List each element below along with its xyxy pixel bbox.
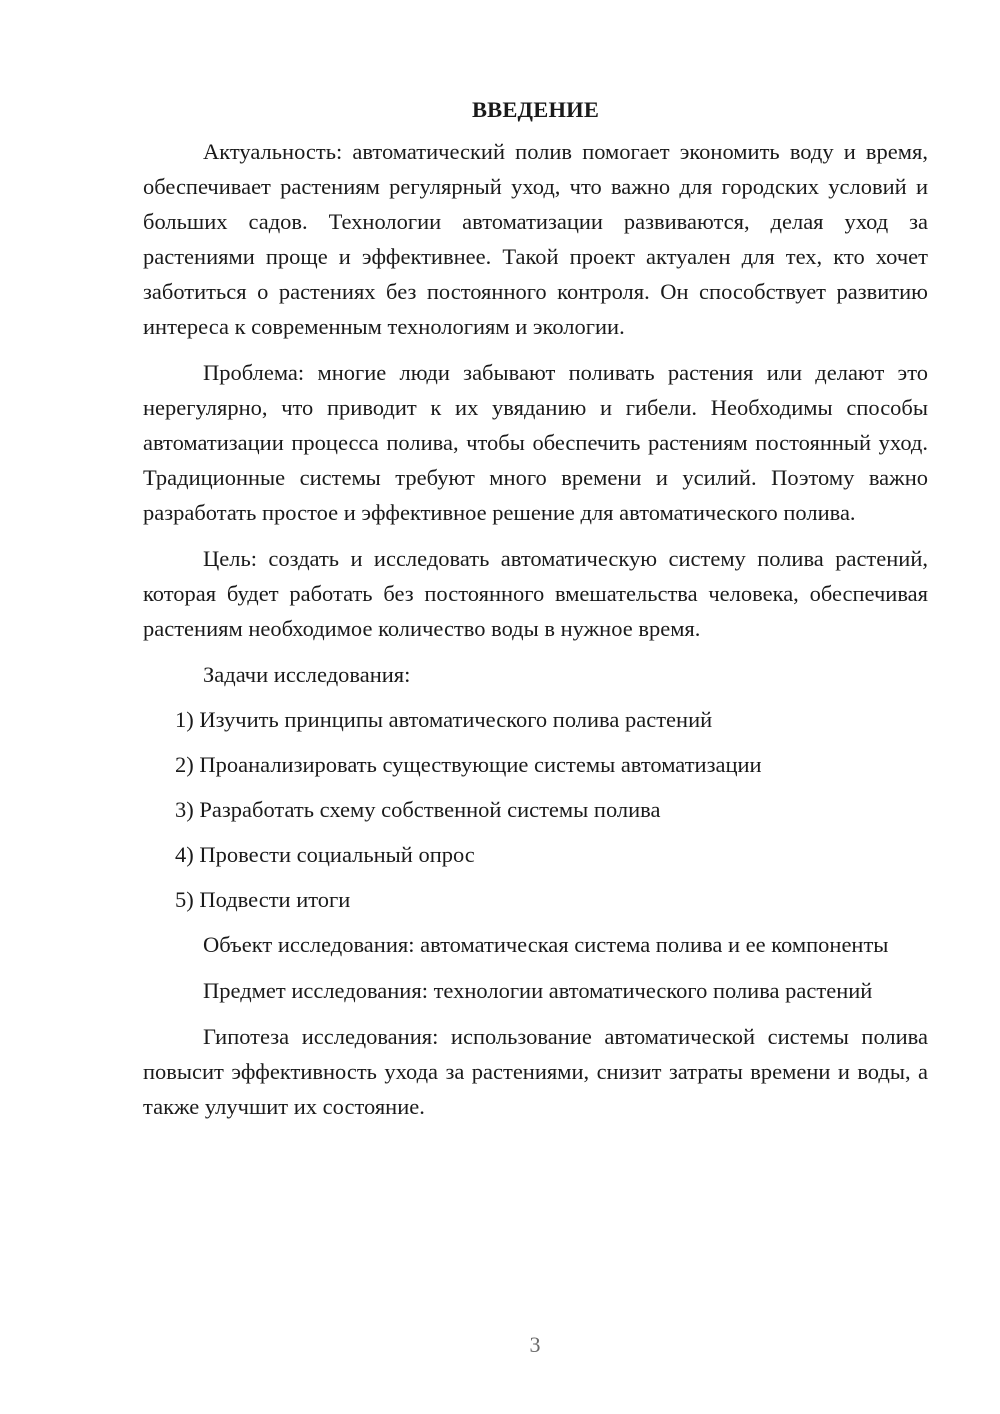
document-page	[143, 92, 928, 1135]
task-item: 2) Проанализировать существующие системы автоматизации	[175, 752, 762, 777]
task-item: 4) Провести социальный опрос	[175, 842, 475, 867]
subject-paragraph: Предмет исследования: технологии автоматического полива растений	[203, 978, 873, 1003]
relevance-paragraph: Актуальность: автоматический полив помогает экономить воду и время, обеспечивает растениям регулярный уход, что важно для городских условий и больших садов. Технологии автоматизации развиваются, делая уход за растениями проще и эффективнее. Такой проект актуален для тех, кто хочет заботиться о растениях без постоянного контроля. Он способствует развитию интереса к современным технологиям и экологии.	[143, 139, 928, 339]
task-item: 1) Изучить принципы автоматического полива растений	[175, 707, 713, 732]
problem-paragraph: Проблема: многие люди забывают поливать растения или делают это нерегулярно, что приводит к их увяданию и гибели. Необходимы способы автоматизации процесса полива, чтобы обеспечить растениям постоянный уход. Традиционные системы требуют много времени и усилий. Поэтому важно разработать простое и эффективное решение для автоматического полива.	[143, 360, 928, 525]
hypothesis-paragraph: Гипотеза исследования: использование автоматической системы полива повысит эффективность ухода за растениями, снизит затраты времени и воды, а также улучшит их состояние.	[143, 1024, 928, 1119]
task-item: 3) Разработать схему собственной системы полива	[175, 797, 661, 822]
task-item: 5) Подвести итоги	[175, 887, 351, 912]
page-number: 3	[529, 1332, 541, 1357]
tasks-heading: Задачи исследования:	[203, 662, 411, 687]
goal-paragraph: Цель: создать и исследовать автоматическую систему полива растений, которая будет работать без постоянного вмешательства человека, обеспечивая растениям необходимое количество воды в нужное время.	[143, 546, 928, 641]
page-title: ВВЕДЕНИЕ	[471, 97, 600, 122]
task-list	[143, 702, 928, 917]
object-paragraph: Объект исследования: автоматическая система полива и ее компоненты	[203, 932, 889, 957]
